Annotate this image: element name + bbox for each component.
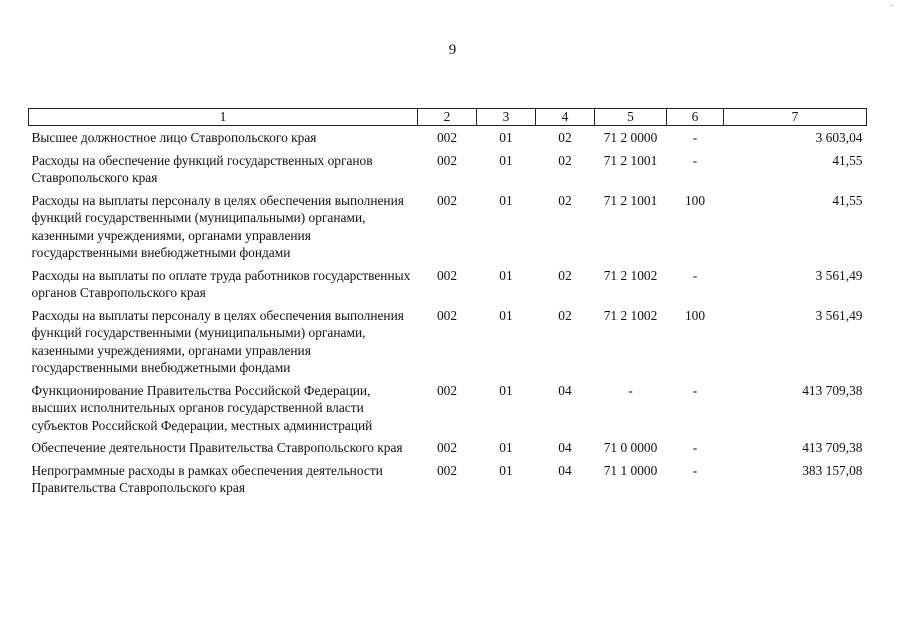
row-ministry-code: 002	[436, 440, 458, 455]
row-name: Расходы на выплаты по оплате труда работников государственных органов Ставропольского края	[31, 267, 411, 300]
header-col-3: 3	[477, 109, 536, 126]
page-number: 9	[448, 42, 457, 58]
row-expense-type: -	[692, 152, 698, 168]
header-col-5: 5	[595, 109, 667, 126]
row-ministry-code: 002	[436, 130, 458, 145]
row-section-code: 01	[499, 267, 513, 283]
row-subsection-code: 02	[558, 192, 572, 208]
row-expense-type: 100	[684, 192, 706, 208]
row-subsection-code: 02	[558, 152, 572, 168]
row-ministry-code: 002	[436, 307, 458, 323]
row-amount: 41,55	[832, 152, 863, 168]
row-section-code: 01	[499, 307, 513, 323]
row-section-code: 01	[499, 152, 513, 168]
table-row	[29, 379, 867, 437]
row-amount: 413 709,38	[802, 440, 863, 455]
row-target-code: -	[628, 382, 633, 398]
table-row	[29, 436, 867, 459]
row-name: Функционирование Правительства Российской Федерации, высших исполнительных органов государственной власти субъектов Российской Федерации, местных администраций	[31, 382, 373, 433]
header-col-2: 2	[418, 109, 477, 126]
row-section-code: 01	[499, 440, 513, 455]
row-amount: 3 561,49	[815, 267, 863, 283]
row-subsection-code: 02	[558, 307, 572, 323]
row-expense-type: -	[692, 440, 698, 455]
row-expense-type: 100	[684, 307, 706, 323]
row-expense-type: -	[692, 382, 698, 398]
row-name: Расходы на выплаты персоналу в целях обеспечения выполнения функций государственными (муниципальными) органами, казенными учреждениями, органами управления государственными внебюджетными фондами	[31, 192, 404, 260]
row-name: Расходы на выплаты персоналу в целях обеспечения выполнения функций государственными (муниципальными) органами, казенными учреждениями, органами управления государственными внебюджетными фондами	[31, 307, 404, 375]
budget-table-container	[28, 108, 866, 499]
row-amount: 3 603,04	[815, 130, 863, 145]
table-row	[29, 126, 867, 149]
row-ministry-code: 002	[436, 267, 458, 283]
row-target-code: 71 2 1001	[603, 152, 658, 168]
row-subsection-code: 04	[558, 462, 572, 478]
header-col-1: 1	[29, 109, 418, 126]
row-ministry-code: 002	[436, 382, 458, 398]
budget-table	[28, 108, 867, 499]
row-amount: 41,55	[832, 192, 863, 208]
table-row	[29, 149, 867, 189]
row-section-code: 01	[499, 382, 513, 398]
row-target-code: 71 2 0000	[603, 130, 658, 145]
table-row	[29, 459, 867, 499]
row-target-code: 71 2 1002	[603, 267, 658, 283]
row-section-code: 01	[499, 462, 513, 478]
row-section-code: 01	[499, 192, 513, 208]
row-subsection-code: 02	[558, 267, 572, 283]
row-target-code: 71 2 1002	[603, 307, 658, 323]
row-amount: 413 709,38	[802, 382, 863, 398]
row-expense-type: -	[692, 130, 698, 145]
row-subsection-code: 04	[558, 440, 572, 455]
row-expense-type: -	[692, 267, 698, 283]
table-row	[29, 189, 867, 264]
row-amount: 383 157,08	[802, 462, 863, 478]
scan-mark: -	[890, 0, 893, 10]
header-row	[29, 109, 867, 126]
row-amount: 3 561,49	[815, 307, 863, 323]
header-col-7: 7	[724, 109, 867, 126]
row-target-code: 71 0 0000	[603, 440, 658, 455]
row-target-code: 71 1 0000	[603, 462, 658, 478]
table-row	[29, 304, 867, 379]
row-target-code: 71 2 1001	[603, 192, 658, 208]
row-ministry-code: 002	[436, 462, 458, 478]
row-ministry-code: 002	[436, 192, 458, 208]
row-name: Обеспечение деятельности Правительства Ставропольского края	[31, 440, 403, 455]
table-row	[29, 264, 867, 304]
row-expense-type: -	[692, 462, 698, 478]
row-subsection-code: 04	[558, 382, 572, 398]
header-col-4: 4	[536, 109, 595, 126]
row-subsection-code: 02	[558, 130, 572, 145]
row-section-code: 01	[499, 130, 513, 145]
row-ministry-code: 002	[436, 152, 458, 168]
row-name: Непрограммные расходы в рамках обеспечения деятельности Правительства Ставропольского края	[31, 462, 383, 495]
header-col-6: 6	[667, 109, 724, 126]
row-name: Высшее должностное лицо Ставропольского края	[31, 130, 317, 145]
row-name: Расходы на обеспечение функций государственных органов Ставропольского края	[31, 152, 373, 185]
